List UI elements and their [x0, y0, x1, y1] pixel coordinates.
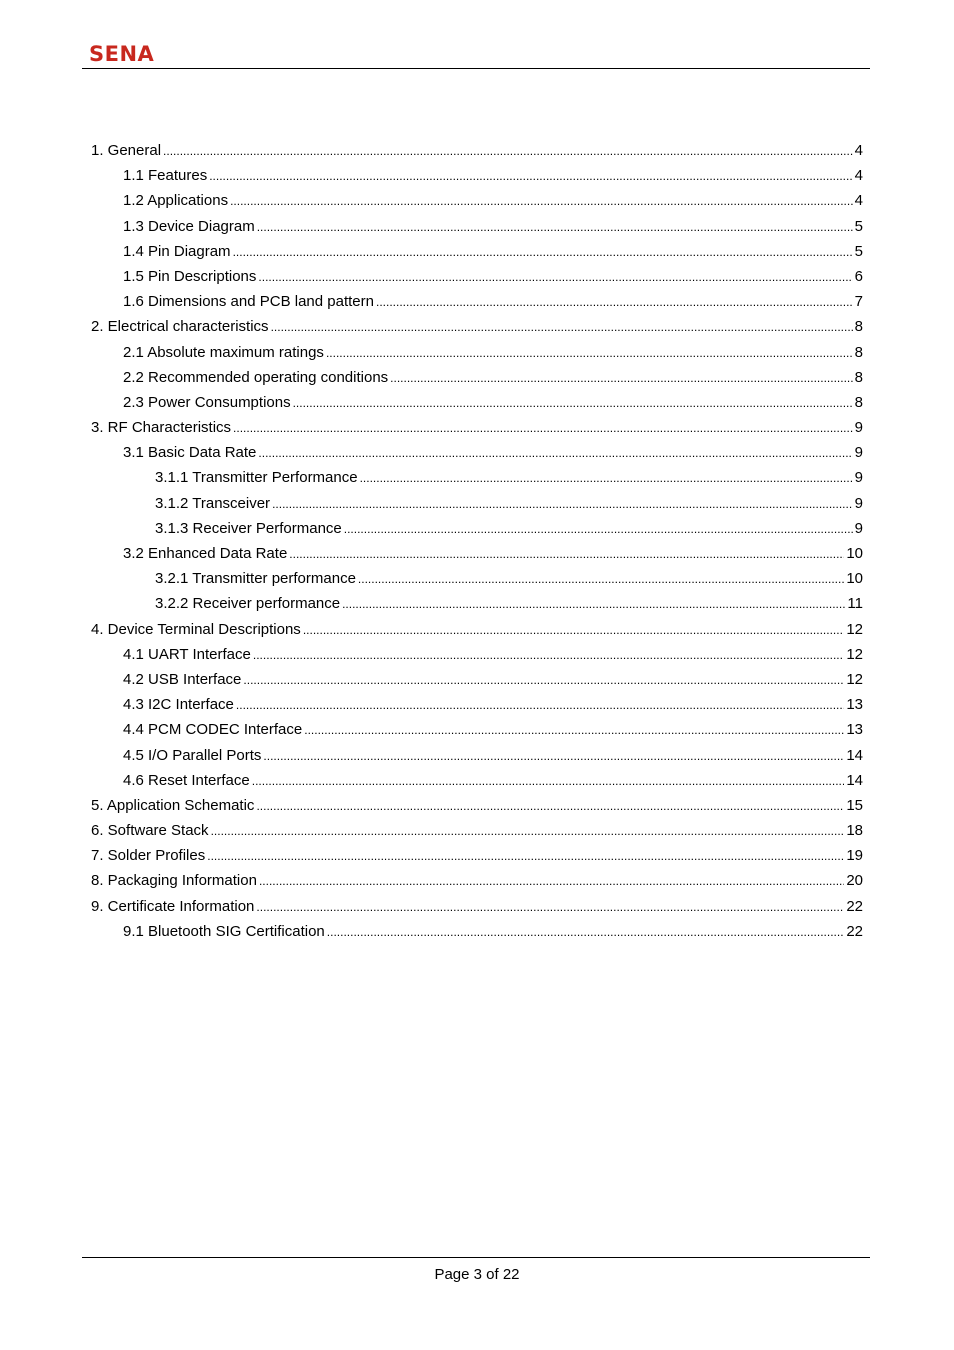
- toc-entry-page: 15: [846, 796, 863, 814]
- toc-entry-title: 9. Certificate Information: [91, 897, 255, 915]
- toc-entry[interactable]: [91, 442, 863, 467]
- toc-entry-title: 4.6 Reset Interface: [123, 771, 250, 789]
- dot-leader: [304, 719, 844, 741]
- toc-entry[interactable]: [91, 165, 863, 190]
- dot-leader: [236, 694, 844, 716]
- toc-entry-page: 18: [846, 822, 863, 840]
- dot-leader: [263, 745, 844, 767]
- toc-entry-page: 10: [846, 570, 863, 588]
- toc-entry-title: 2.2 Recommended operating conditions: [123, 368, 389, 386]
- toc-entry-title: 4. Device Terminal Descriptions: [91, 620, 301, 638]
- toc-entry[interactable]: [91, 518, 863, 543]
- dot-leader: [390, 367, 852, 389]
- toc-entry-title: 7. Solder Profiles: [91, 847, 206, 865]
- toc-entry-title: 8. Packaging Information: [91, 872, 257, 890]
- toc-entry-page: 9: [854, 419, 863, 437]
- toc-entry-title: 1.1 Features: [123, 167, 208, 185]
- dot-leader: [293, 392, 853, 414]
- toc-entry-page: 14: [846, 746, 863, 764]
- toc-entry[interactable]: [91, 392, 863, 417]
- toc-entry-title: 3.1.2 Transceiver: [155, 494, 271, 512]
- header-divider: [82, 68, 870, 69]
- toc-entry-title: 2. Electrical characteristics: [91, 318, 269, 336]
- toc-entry-title: 3.2 Enhanced Data Rate: [123, 545, 288, 562]
- toc-entry[interactable]: [91, 291, 863, 316]
- toc-entry-page: 9: [854, 494, 863, 512]
- toc-entry[interactable]: [91, 770, 863, 795]
- toc-entry[interactable]: [91, 342, 863, 367]
- toc-entry-title: 4.5 I/O Parallel Ports: [123, 746, 262, 764]
- toc-entry-page: 8: [854, 368, 863, 386]
- table-of-contents: [91, 140, 863, 946]
- toc-entry[interactable]: [91, 820, 863, 845]
- toc-entry[interactable]: [91, 795, 863, 820]
- toc-entry-page: 9: [854, 519, 863, 537]
- toc-entry-page: 22: [846, 922, 863, 940]
- dot-leader: [243, 669, 844, 691]
- toc-entry-title: 1.4 Pin Diagram: [123, 242, 231, 260]
- toc-entry[interactable]: [91, 896, 863, 921]
- toc-entry-page: 9: [854, 469, 863, 487]
- toc-entry[interactable]: [91, 417, 863, 442]
- dot-leader: [257, 216, 853, 238]
- toc-entry-title: 1.3 Device Diagram: [123, 217, 255, 235]
- dot-leader: [272, 493, 853, 515]
- dot-leader: [230, 190, 853, 212]
- toc-entry-page: 12: [846, 645, 863, 663]
- toc-entry-title: 9.1 Bluetooth SIG Certification: [123, 922, 325, 940]
- toc-entry-title: 4.1 UART Interface: [123, 645, 251, 663]
- toc-entry[interactable]: [91, 669, 863, 694]
- toc-entry-page: 12: [846, 670, 863, 688]
- toc-entry[interactable]: [91, 316, 863, 341]
- dot-leader: [163, 140, 853, 162]
- toc-entry-page: 19: [846, 847, 863, 865]
- toc-entry-title: 4.4 PCM CODEC Interface: [123, 721, 303, 739]
- dot-leader: [342, 593, 845, 615]
- toc-entry-page: 20: [846, 872, 863, 890]
- toc-entry-page: 6: [854, 267, 863, 285]
- dot-leader: [360, 467, 853, 489]
- toc-entry-title: 3.2.2 Receiver performance: [155, 595, 341, 613]
- toc-entry-page: 7: [854, 293, 863, 311]
- toc-entry-title: 3.1.1 Transmitter Performance: [155, 469, 358, 487]
- toc-entry[interactable]: [91, 367, 863, 392]
- dot-leader: [344, 518, 853, 540]
- toc-entry-title: 1.5 Pin Descriptions: [123, 267, 257, 285]
- toc-entry-page: 5: [854, 217, 863, 235]
- toc-entry[interactable]: [91, 140, 863, 165]
- toc-entry-page: 13: [846, 721, 863, 739]
- toc-entry[interactable]: [91, 870, 863, 895]
- sena-logo: SENA: [89, 42, 155, 66]
- dot-leader: [252, 770, 845, 792]
- dot-leader: [253, 644, 844, 666]
- toc-entry[interactable]: [91, 619, 863, 644]
- toc-entry-page: 13: [846, 696, 863, 714]
- dot-leader: [259, 870, 844, 892]
- dot-leader: [233, 241, 853, 263]
- toc-entry[interactable]: [91, 694, 863, 719]
- toc-entry-page: 22: [846, 897, 863, 915]
- toc-entry-page: 4: [854, 167, 863, 185]
- toc-entry-page: 8: [854, 393, 863, 411]
- toc-entry-page: 8: [854, 343, 863, 361]
- dot-leader: [303, 619, 845, 641]
- toc-entry[interactable]: [91, 593, 863, 618]
- toc-entry-page: 4: [854, 142, 863, 159]
- dot-leader: [327, 921, 845, 943]
- toc-entry-title: 1.2 Applications: [123, 192, 229, 210]
- dot-leader: [258, 442, 852, 464]
- toc-entry[interactable]: [91, 266, 863, 291]
- toc-entry-page: 14: [846, 771, 863, 789]
- toc-entry-title: 2.3 Power Consumptions: [123, 393, 291, 411]
- toc-entry-title: 1.6 Dimensions and PCB land pattern: [123, 293, 374, 311]
- toc-entry-title: 3.2.1 Transmitter performance: [155, 570, 356, 588]
- toc-entry-title: 3.1.3 Receiver Performance: [155, 519, 342, 537]
- toc-entry-title: 2.1 Absolute maximum ratings: [123, 343, 324, 361]
- toc-entry-title: 6. Software Stack: [91, 822, 209, 840]
- dot-leader: [256, 795, 844, 817]
- dot-leader: [358, 568, 844, 590]
- toc-entry[interactable]: [91, 644, 863, 669]
- dot-leader: [233, 417, 853, 439]
- toc-entry-title: 5. Application Schematic: [91, 796, 255, 814]
- toc-entry-page: 9: [854, 444, 863, 462]
- toc-entry-page: 8: [854, 318, 863, 336]
- toc-entry-title: 4.3 I2C Interface: [123, 696, 234, 714]
- toc-entry-page: 4: [854, 192, 863, 210]
- toc-entry-title: 1. General: [91, 142, 162, 159]
- toc-entry[interactable]: [91, 845, 863, 870]
- dot-leader: [207, 845, 844, 867]
- toc-entry[interactable]: [91, 190, 863, 215]
- dot-leader: [376, 291, 853, 313]
- toc-entry[interactable]: [91, 241, 863, 266]
- toc-entry-page: 5: [854, 242, 863, 260]
- toc-entry[interactable]: [91, 745, 863, 770]
- toc-entry-page: 10: [846, 545, 863, 562]
- page-number: Page 3 of 22: [434, 1266, 520, 1283]
- toc-entry[interactable]: [91, 493, 863, 518]
- dot-leader: [271, 316, 853, 338]
- dot-leader: [209, 165, 852, 187]
- toc-entry[interactable]: [91, 568, 863, 593]
- toc-entry-title: 3.1 Basic Data Rate: [123, 444, 257, 462]
- toc-entry-title: 4.2 USB Interface: [123, 670, 242, 688]
- dot-leader: [211, 820, 845, 842]
- toc-entry-title: 3. RF Characteristics: [91, 419, 232, 437]
- toc-entry[interactable]: [91, 216, 863, 241]
- toc-entry-page: 11: [847, 595, 863, 613]
- toc-entry[interactable]: [91, 719, 863, 744]
- dot-leader: [256, 896, 844, 918]
- dot-leader: [289, 543, 844, 565]
- footer-divider: [82, 1257, 870, 1258]
- toc-entry-page: 12: [846, 620, 863, 638]
- toc-entry[interactable]: [91, 467, 863, 492]
- dot-leader: [258, 266, 852, 288]
- toc-entry[interactable]: [91, 543, 863, 568]
- dot-leader: [326, 342, 853, 364]
- toc-entry[interactable]: [91, 921, 863, 946]
